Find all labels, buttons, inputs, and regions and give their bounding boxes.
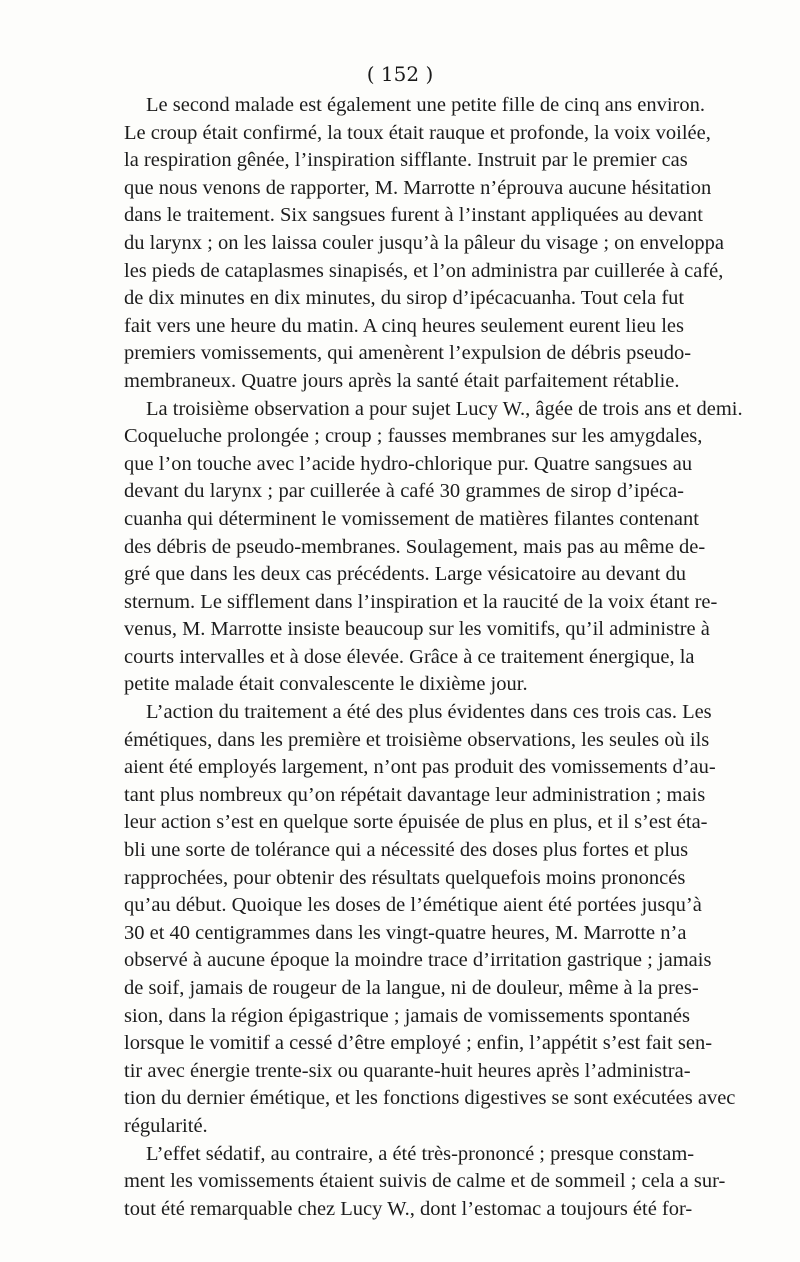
page-number: ( 152 ) xyxy=(366,62,434,86)
text-line: courts intervalles et à dose élevée. Grâce à ce traitement énergique, la xyxy=(124,645,695,668)
text-line: du larynx ; on les laissa couler jusqu’à la pâleur du visage ; on enveloppa xyxy=(124,231,725,254)
text-line: L’effet sédatif, au contraire, a été très-prononcé ; presque constam- xyxy=(146,1142,695,1165)
text-line: premiers vomissements, qui amenèrent l’expulsion de débris pseudo- xyxy=(124,342,692,365)
text-line: La troisième observation a pour sujet Lucy W., âgée de trois ans et demi. xyxy=(146,397,743,420)
text-line: les pieds de cataplasmes sinapisés, et l’on administra par cuillerée à café, xyxy=(124,259,724,282)
paragraph-4 xyxy=(124,1141,726,1224)
paragraph-3 xyxy=(124,699,736,1141)
text-line: devant du larynx ; par cuillerée à café 30 grammes de sirop d’ipéca- xyxy=(124,480,684,503)
text-line: la respiration gênée, l’inspiration sifflante. Instruit par le premier cas xyxy=(124,149,688,172)
text-line: que nous venons de rapporter, M. Marrotte n’éprouva aucune hésitation xyxy=(124,176,712,199)
text-line: Le croup était confirmé, la toux était rauque et profonde, la voix voilée, xyxy=(124,121,711,144)
text-line: de soif, jamais de rougeur de la langue, ni de douleur, même à la pres- xyxy=(124,977,699,999)
text-line: émétiques, dans les première et troisième observations, les seules où ils xyxy=(124,728,710,751)
text-line: de dix minutes en dix minutes, du sirop d’ipécacuanha. Tout cela fut xyxy=(124,287,685,310)
text-line: rapprochées, pour obtenir des résultats quelquefois moins prononcés xyxy=(124,866,686,889)
text-line: cuanha qui déterminent le vomissement de matières filantes contenant xyxy=(124,507,699,530)
text-line: bli une sorte de tolérance qui a nécessité des doses plus fortes et plus xyxy=(124,839,689,862)
text-line: qu’au début. Quoique les doses de l’émétique aient été portées jusqu’à xyxy=(124,894,702,917)
text-line: des débris de pseudo-membranes. Soulagement, mais pas au même de- xyxy=(124,535,706,558)
text-line: petite malade était convalescente le dixième jour. xyxy=(124,673,528,696)
text-line: ment les vomissements étaient suivis de calme et de sommeil ; cela a sur- xyxy=(124,1170,726,1193)
text-line: sion, dans la région épigastrique ; jamais de vomissements spontanés xyxy=(124,1004,690,1027)
text-line: sternum. Le sifflement dans l’inspiration et la raucité de la voix étant re- xyxy=(124,590,718,613)
text-line: tir avec énergie trente-six ou quarante-huit heures après l’administra- xyxy=(124,1059,691,1082)
text-line: gré que dans les deux cas précédents. Large vésicatoire au devant du xyxy=(124,563,686,586)
text-line: membraneux. Quatre jours après la santé était parfaitement rétablie. xyxy=(124,369,680,392)
text-line: aient été employés largement, n’ont pas produit des vomissements d’au- xyxy=(124,756,716,779)
paragraph-2 xyxy=(124,396,743,700)
paragraph-1 xyxy=(124,92,725,396)
text-line: tant plus nombreux qu’on répétait davantage leur administration ; mais xyxy=(124,783,706,806)
text-line: L’action du traitement a été des plus évidentes dans ces trois cas. Les xyxy=(146,701,712,724)
text-line: Le second malade est également une petite fille de cinq ans environ. xyxy=(146,94,705,116)
text-line: dans le traitement. Six sangsues furent à l’instant appliquées au devant xyxy=(124,204,703,227)
text-line: Coqueluche prolongée ; croup ; fausses membranes sur les amygdales, xyxy=(124,425,703,448)
text-line: venus, M. Marrotte insiste beaucoup sur les vomitifs, qu’il administre à xyxy=(124,618,710,641)
text-line: observé à aucune époque la moindre trace d’irritation gastrique ; jamais xyxy=(124,949,712,972)
text-line: régularité. xyxy=(124,1114,208,1137)
body-text xyxy=(124,92,743,1223)
text-line: tion du dernier émétique, et les fonctions digestives se sont exécutées avec xyxy=(124,1087,736,1110)
text-line: fait vers une heure du matin. A cinq heures seulement eurent lieu les xyxy=(124,314,684,337)
text-line: leur action s’est en quelque sorte épuisée de plus en plus, et il s’est éta- xyxy=(124,811,708,834)
text-line: tout été remarquable chez Lucy W., dont l’estomac a toujours été for- xyxy=(124,1197,693,1220)
text-line: que l’on touche avec l’acide hydro-chlorique pur. Quatre sangsues au xyxy=(124,452,693,475)
text-line: lorsque le vomitif a cessé d’être employé ; enfin, l’appétit s’est fait sen- xyxy=(124,1032,713,1055)
text-line: 30 et 40 centigrammes dans les vingt-quatre heures, M. Marrotte n’a xyxy=(124,921,687,944)
